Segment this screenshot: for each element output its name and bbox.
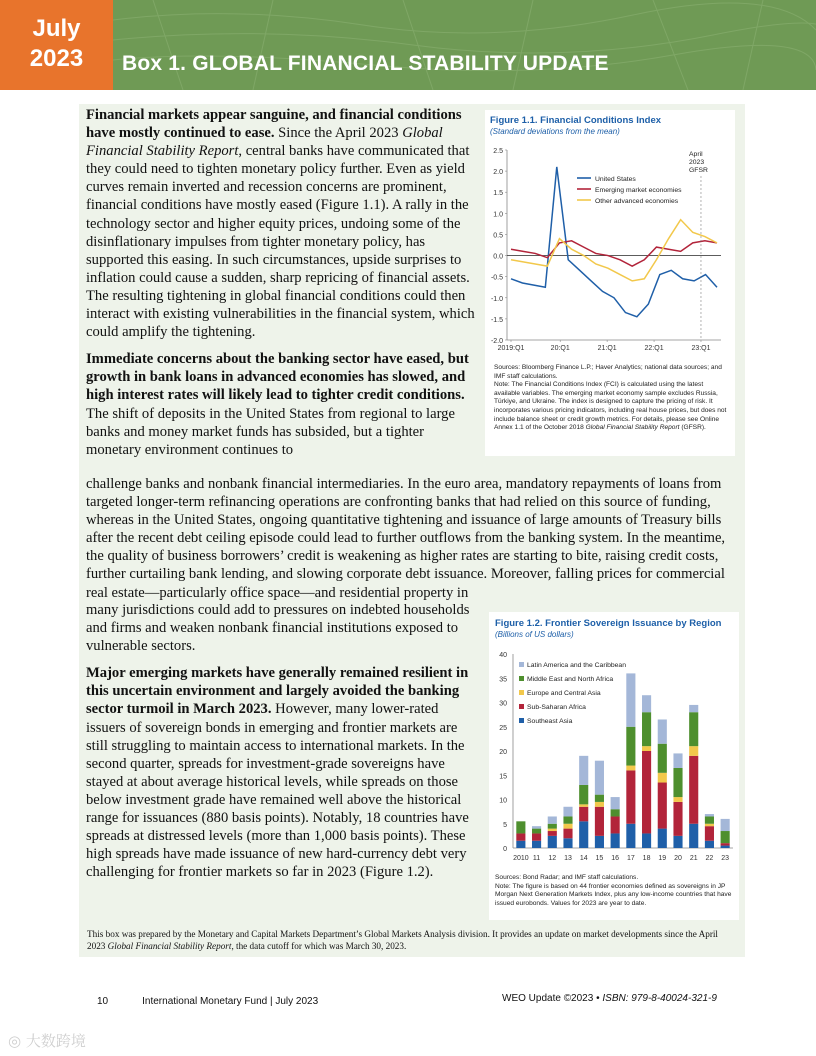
gfsr-annotation-label: GFSR (689, 167, 708, 174)
series-line-1 (511, 241, 717, 266)
bar-segment-1 (563, 829, 572, 839)
footer-right (502, 993, 717, 1004)
figure-1-2-subtitle: (Billions of US dollars) (495, 630, 574, 639)
y-tick-label: 2.5 (493, 148, 503, 155)
paragraph-3-text: However, many lower-rated issuers of sovereign bonds in emerging and frontier markets are still struggling to maintain access to international markets. In the second quarter, spreads for investment-grade sovereigns have stayed at about average historical levels, while spreads on those below investment grade have remained well above the historical range for issuances (880 basis points). Notably, 18 countries have spreads at distressed levels (more than 1,000 basis points). These high spreads have made issuance of new hard-currency debt very challenging for frontier markets so far in 2023 (Figure 1.2). (86, 701, 469, 881)
bar-segment-2 (563, 824, 572, 829)
x-tick-label: 22:Q1 (644, 345, 664, 352)
figure-1-1-note-c: (GFSR). (679, 424, 706, 432)
x-tick-label: 16 (611, 855, 620, 862)
edition-year: 2023 (29, 45, 84, 72)
edition-month: July (32, 15, 81, 42)
x-tick-label: 2010 (513, 855, 529, 862)
bar-segment-0 (689, 824, 698, 848)
header-banner (113, 0, 816, 90)
legend-swatch-4 (519, 718, 524, 723)
y-tick-label: 15 (499, 773, 507, 781)
legend-swatch-3 (519, 704, 524, 709)
bar-segment-1 (626, 770, 635, 823)
x-tick-label: 17 (626, 855, 635, 862)
y-tick-label: 30 (499, 700, 507, 708)
bar-segment-0 (532, 841, 541, 848)
bar-segment-3 (579, 785, 588, 804)
figure-1-1-title: Figure 1.1. Financial Conditions Index (490, 115, 662, 126)
gfsr-annotation-label: April (689, 151, 703, 158)
credit-italic: Global Financial Stability Report (107, 941, 232, 951)
bar-segment-1 (642, 751, 651, 833)
bar-segment-4 (705, 814, 714, 816)
figure-1-2-notes (495, 874, 735, 908)
page-number: 10 (97, 996, 109, 1007)
bar-segment-2 (689, 746, 698, 756)
bar-segment-3 (611, 809, 620, 816)
legend-swatch-0 (519, 662, 524, 667)
bar-segment-4 (658, 719, 667, 743)
bar-segment-0 (595, 836, 604, 848)
y-tick-label: 40 (499, 652, 507, 659)
x-tick-label: 23 (721, 855, 730, 862)
footer-publisher: International Monetary Fund | July 2023 (142, 996, 319, 1007)
bar-segment-3 (721, 831, 730, 843)
x-tick-label: 22 (705, 855, 714, 862)
bar-segment-4 (579, 756, 588, 785)
bar-segment-1 (595, 807, 604, 836)
bar-segment-0 (658, 829, 667, 848)
bar-segment-4 (548, 816, 557, 823)
x-tick-label: 20:Q1 (550, 345, 570, 352)
bar-segment-1 (673, 802, 682, 836)
edition-date-badge (0, 0, 113, 90)
watermark-logo-icon: ◎ (8, 1032, 22, 1050)
watermark (8, 1030, 86, 1051)
bar-segment-2 (595, 802, 604, 807)
bar-segment-2 (705, 824, 714, 826)
x-tick-label: 19 (658, 855, 667, 862)
footer-copyright: WEO Update ©2023 • (502, 993, 603, 1004)
bar-segment-4 (642, 695, 651, 712)
bar-segment-2 (626, 766, 635, 771)
y-tick-label: -0.5 (490, 274, 503, 282)
y-tick-label: 0 (503, 846, 507, 853)
legend-label-1: Middle East and North Africa (527, 676, 614, 683)
bar-segment-4 (611, 797, 620, 809)
y-tick-label: 5 (503, 821, 507, 829)
bar-segment-0 (642, 833, 651, 848)
figure-1-2-note: Note: The figure is based on 44 frontier economies defined as sovereigns in JP Morgan Next Generation Markets Index, plus any low-income countries that have issued eurobonds. Values for 2023 are year to date. (495, 882, 732, 907)
y-tick-label: -1.5 (490, 316, 503, 324)
bar-segment-3 (658, 744, 667, 773)
y-tick-label: 0.0 (493, 253, 503, 261)
y-tick-label: 1.5 (493, 190, 503, 198)
x-tick-label: 18 (642, 855, 651, 862)
bar-segment-0 (548, 836, 557, 848)
figure-1-1-note (494, 381, 729, 433)
bar-segment-2 (548, 829, 557, 831)
x-tick-label: 14 (579, 855, 588, 862)
box-credit (87, 928, 737, 952)
paragraph-3-lead: Major emerging markets have generally remained resilient in this uncertain environment and largely avoided the banking sector turmoil in March 2023. (86, 665, 469, 718)
bar-segment-0 (721, 846, 730, 848)
x-tick-label: 23:Q1 (691, 345, 711, 352)
legend-swatch-2 (519, 690, 524, 695)
bar-segment-0 (516, 841, 525, 848)
lower-text-column (86, 601, 478, 890)
x-tick-label: 21 (689, 855, 698, 862)
bar-segment-3 (516, 821, 525, 833)
frontier-issuance-chart (489, 644, 739, 872)
gfsr-annotation-label: 2023 (689, 159, 705, 166)
legend-label-0: United States (595, 176, 636, 183)
bar-segment-0 (563, 838, 572, 848)
bar-segment-1 (532, 833, 541, 840)
figure-1-2 (489, 612, 739, 920)
legend-swatch-1 (519, 676, 524, 681)
credit-text-a: This box was prepared by the Monetary and Capital Markets Department’s Global Markets Analysis division. It provides an update on market developments since the April 2023 (87, 929, 718, 951)
footer-left (97, 996, 318, 1007)
bar-segment-4 (626, 673, 635, 726)
paragraph-1-text-b: , central banks have communicated that they could need to tighten monetary policy further. Even as yield curves remain inverted and recession concerns are prominent, financial conditions have mostly eased (Figure 1.1). A rally in the technology sector and higher equity prices, undoing some of the disinflationary impulses from tighter monetary policy, has supported this easing. In such circumstances, upside surprises to inflation could cause a sudden, sharp repricing of financial assets. The resulting tightening in global financial conditions could then interact with existing vulnerabilities in the financial system, which could amplify the tightening. (86, 143, 475, 341)
paragraph-2-middle: challenge banks and nonbank financial intermediaries. In the euro area, mandatory repayments of loans from targeted longer-term refinancing operations are confronting banks that had relied on this source of funding, whereas in the United States, ongoing quantitative tightening and issuance of large amounts of Treasury bills after the recent debt ceiling episode could lead to further outflows from the banking system. In the meantime, the quality of business borrowers’ credit is weakening as higher rates are starting to bite, raising credit costs, further curtailing bank lending, and slowing corporate debt issuance. Moreover, falling prices for commercial real estate—particularly office space—and residential property in (86, 476, 726, 601)
series-line-2 (511, 220, 717, 281)
paragraph-1-lead: Financial markets appear sanguine, and financial conditions have mostly continued to ease. (86, 107, 462, 142)
financial-conditions-chart (485, 140, 735, 362)
paragraph-1 (86, 106, 478, 341)
y-tick-label: -1.0 (490, 295, 503, 303)
bar-segment-0 (705, 841, 714, 848)
x-tick-label: 12 (548, 855, 557, 862)
bar-segment-1 (689, 756, 698, 824)
y-tick-label: 10 (499, 797, 507, 805)
paragraph-2-text-a: The shift of deposits in the United States from regional to large banks and money market funds has subsided, but a tighter monetary environment continues to (86, 405, 455, 458)
footer-isbn: ISBN: 979-8-40024-321-9 (602, 993, 717, 1004)
legend-label-3: Sub-Saharan Africa (527, 704, 586, 711)
watermark-text: 大数跨境 (25, 1032, 86, 1050)
bar-segment-3 (548, 824, 557, 829)
bar-segment-2 (658, 773, 667, 783)
bar-segment-4 (532, 826, 541, 828)
y-tick-label: 35 (499, 676, 507, 684)
bar-segment-3 (673, 768, 682, 797)
credit-text-b: , the data cutoff for which was March 30, 2023. (231, 941, 407, 951)
legend-label-1: Emerging market economies (595, 187, 682, 194)
bar-segment-4 (689, 705, 698, 712)
bar-segment-3 (595, 795, 604, 802)
bar-segment-0 (673, 836, 682, 848)
y-tick-label: -2.0 (490, 338, 503, 345)
bar-segment-4 (595, 761, 604, 795)
bar-segment-3 (642, 712, 651, 746)
bar-segment-3 (532, 829, 541, 834)
paragraph-1-italic: Global Financial Stability Report (86, 125, 443, 160)
figure-1-1-note-a: Note: The Financial Conditions Index (FCI) is calculated using the latest available variables. The emerging market economy sample excludes Russia, Türkiye, and Ukraine. The index is designed to capture the pricing of risk. It incorporates various pricing indicators, including real house prices, but does not include balance sheet or credit growth metrics. For details, please see Online Annex 1.1 of the October 2018 (494, 381, 727, 432)
legend-label-2: Other advanced economies (595, 198, 679, 205)
bar-segment-3 (563, 816, 572, 823)
wide-text-block (86, 475, 741, 602)
figure-1-2-title: Figure 1.2. Frontier Sovereign Issuance by Region (495, 618, 722, 629)
figure-1-1-notes (494, 364, 729, 433)
bar-segment-1 (579, 807, 588, 822)
figure-1-1 (485, 110, 735, 456)
bar-segment-1 (611, 816, 620, 833)
bar-segment-0 (579, 821, 588, 848)
y-tick-label: 20 (499, 749, 507, 756)
box-title: Box 1. GLOBAL FINANCIAL STABILITY UPDATE (122, 52, 609, 75)
header-pattern (113, 0, 816, 90)
bar-segment-2 (579, 804, 588, 806)
bar-segment-1 (705, 826, 714, 841)
bar-segment-0 (626, 824, 635, 848)
bar-segment-3 (626, 727, 635, 766)
x-tick-label: 2019:Q1 (497, 345, 525, 352)
bar-segment-3 (689, 712, 698, 746)
y-tick-label: 25 (499, 724, 507, 732)
paragraph-2-end: many jurisdictions could add to pressures on indebted households and firms and weaken nonbank financial institutions exposed to vulnerable sectors. (86, 602, 470, 655)
figure-1-1-note-italic: Global Financial Stability Report (585, 424, 680, 432)
legend-label-0: Latin America and the Caribbean (527, 662, 626, 669)
x-tick-label: 11 (532, 855, 541, 862)
bar-segment-2 (642, 746, 651, 751)
bar-segment-4 (673, 753, 682, 768)
legend-label-4: Southeast Asia (527, 718, 573, 725)
bar-segment-4 (563, 807, 572, 817)
y-tick-label: 0.5 (493, 232, 503, 240)
figure-1-1-sources: Sources: Bloomberg Finance L.P.; Haver Analytics; national data sources; and IMF staff calculations. (494, 364, 722, 380)
paragraph-2-start (86, 350, 478, 459)
x-tick-label: 20 (674, 855, 682, 862)
y-tick-label: 2.0 (493, 169, 503, 177)
legend-label-2: Europe and Central Asia (527, 690, 601, 697)
bar-segment-2 (673, 797, 682, 802)
x-tick-label: 15 (595, 855, 604, 862)
figure-1-2-sources: Sources: Bond Radar; and IMF staff calculations. (495, 874, 639, 881)
bar-segment-1 (658, 783, 667, 829)
bar-segment-3 (705, 816, 714, 823)
paragraph-2-lead: Immediate concerns about the banking sector have eased, but growth in bank loans in advanced economies has slowed, and high interest rates will likely lead to tighter credit conditions. (86, 351, 469, 404)
upper-text-column (86, 106, 478, 459)
paragraph-3 (86, 664, 478, 881)
figure-1-1-subtitle: (Standard deviations from the mean) (490, 127, 620, 136)
bar-segment-1 (548, 831, 557, 836)
y-tick-label: 1.0 (493, 211, 503, 219)
bar-segment-1 (516, 833, 525, 840)
bar-segment-4 (721, 819, 730, 831)
paragraph-1-text-a: Since the April 2023 (274, 125, 403, 142)
bar-segment-0 (611, 833, 620, 848)
x-tick-label: 21:Q1 (597, 345, 617, 352)
bar-segment-1 (721, 843, 730, 845)
x-tick-label: 13 (564, 855, 572, 862)
